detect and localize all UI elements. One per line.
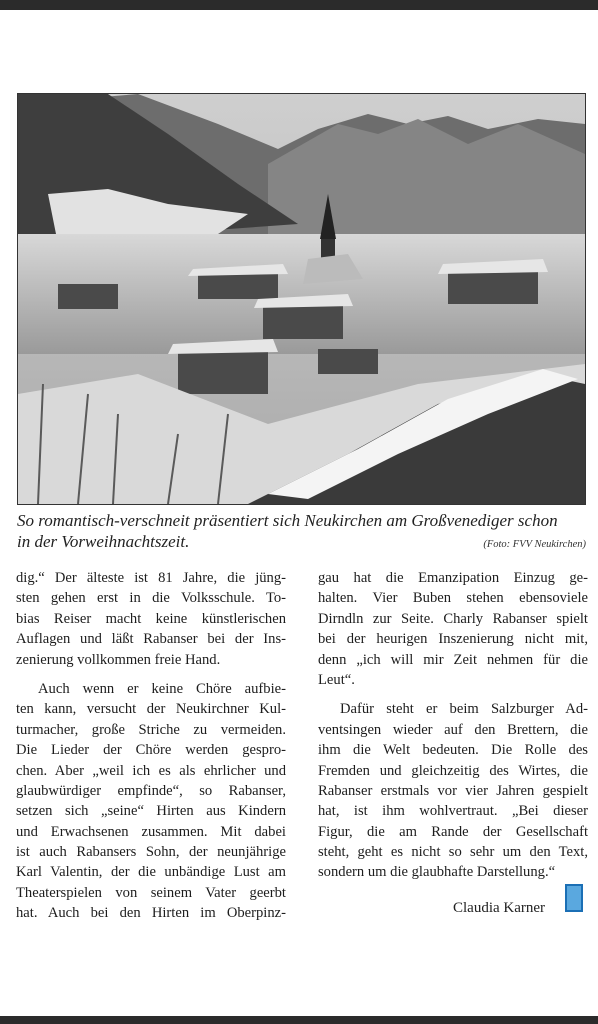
text-line: Rabanser erstmals vor vier Jahren gespielt [318,782,588,799]
scan-top-edge [0,0,598,10]
article-column-left [16,568,286,924]
text-line: zenierung vollkommen freie Hand. [16,651,221,668]
text-line: chen. Aber „weil ich es als ehrlicher und [16,762,286,779]
text-line: steht, geht es nicht so sehr um den Text, [318,844,588,861]
text-line: Dafür steht er beim Salzburger Ad- [340,701,588,718]
text-line: Dirndln zur Seite. Charly Rabanser spielt [318,610,588,627]
text-line: sten gehen erst in die Volksschule. To- [16,590,286,607]
text-line: hat. Auch bei den Hirten im Oberpinz- [16,905,286,922]
text-line: Auflagen und läßt Rabanser bei der Ins- [16,631,286,648]
text-line: Fremden und gleichzeitig des Wirtes, die [318,762,588,779]
text-line: Theaterspielen von seinem Vater geerbt [16,884,286,901]
text-line: ten kann, versucht der Neukirchner Kul- [16,701,286,718]
text-line: dig.“ Der älteste ist 81 Jahre, die jüng- [16,570,286,586]
text-line: halten. Vier Buben stehen ebensoviele [318,590,588,607]
text-line: Karl Valentin, der die unbändige Lust am [16,864,286,881]
photo-credit: (Foto: FVV Neukirchen) [483,539,586,550]
text-line: bei der heurigen Inszenierung nicht mit, [318,631,588,648]
article-column-right [318,568,588,883]
text-line: setzen sich „seine“ Hirten aus Kindern [16,803,286,820]
text-line: Figur, die am Rande der Gesellschaft [318,823,588,840]
text-line: und Erwachsenen zusammen. Mit dabei [16,823,286,840]
text-line: turmacher, große Striche zu vermeiden. [16,721,286,738]
snowy-village-image [18,94,585,504]
caption-line-1: So romantisch-verschneit präsentiert sich Neukirchen am Großvenediger schon [17,511,558,530]
author-signature: Claudia Karner [453,900,546,916]
text-line: ventsingen wieder auf den Brettern, die [318,721,588,738]
text-line: Die Lieder der Chöre werden gespro- [16,742,286,759]
text-line: denn „ich will mir Zeit nehmen für die [318,651,588,668]
text-line: gau hat die Emanzipation Einzug ge- [318,570,588,586]
text-line: sondern um die glaubhafte Darstellung.“ [318,864,556,881]
text-line: ist auch Rabansers Sohn, der neunjährige [16,844,286,861]
text-line: ihm die Welt bedeuten. Die Rolle des [318,742,588,759]
article-end-mark-icon [565,884,583,912]
text-line: Leut“. [318,671,355,688]
text-line: glaubwürdiger empfinde“, so Rabanser, [16,782,286,799]
text-line: Auch wenn er keine Chöre aufbie- [38,680,286,697]
scan-bottom-edge [0,1016,598,1024]
text-line: bias Reiser macht keine künstlerischen [16,610,286,627]
village-photo [17,93,586,505]
text-line: hat, ist ihm wohlvertraut. „Bei dieser [318,803,588,820]
caption-line-2: in der Vorweihnachtszeit. [17,532,190,551]
